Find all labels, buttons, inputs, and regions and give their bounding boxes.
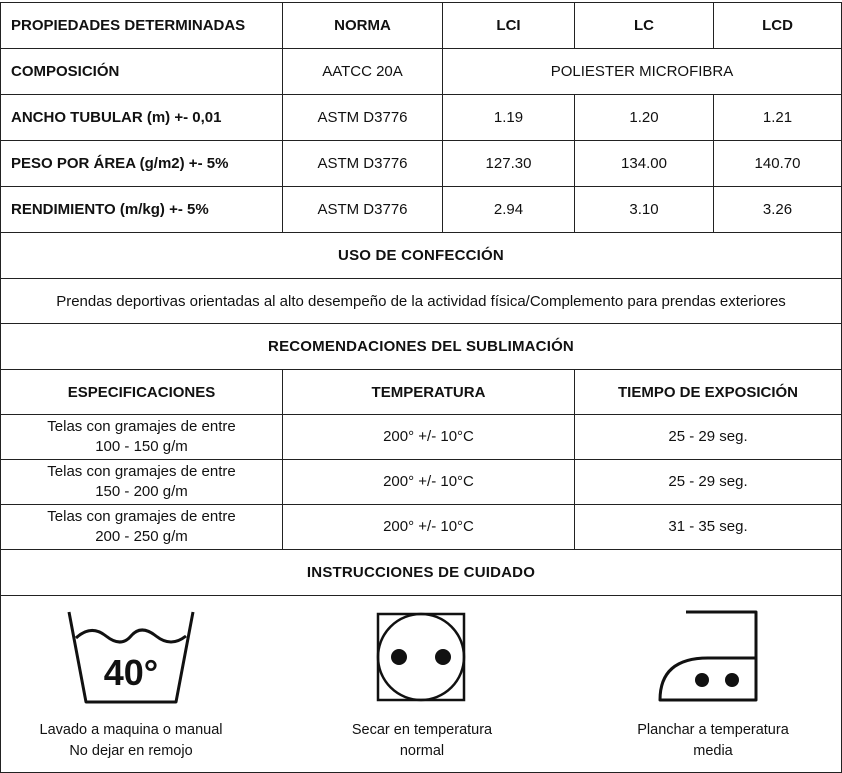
property-lc: 1.20 (575, 95, 714, 141)
care-icons (1, 596, 841, 772)
property-norm: ASTM D3776 (283, 141, 443, 187)
property-lcd: 1.21 (714, 95, 842, 141)
usage-description: Prendas deportivas orientadas al alto desempeño de la actividad física/Complemento para prendas exteriores (1, 279, 842, 324)
tumble-dry-normal-icon (376, 612, 468, 704)
table-row (1, 187, 842, 233)
spec-range: 150 - 200 g/m (95, 483, 188, 500)
spec-range: 200 - 250 g/m (95, 528, 188, 545)
header-norm: NORMA (283, 3, 443, 49)
property-lcd: 3.26 (714, 187, 842, 233)
care-item-dry (292, 608, 552, 762)
care-item-wash (1, 608, 261, 762)
iron-medium-icon (658, 608, 768, 706)
property-label: ANCHO TUBULAR (m) +- 0,01 (1, 95, 283, 141)
care-item-iron (583, 608, 842, 762)
header-lci: LCI (443, 3, 575, 49)
wash-caption-line2: No dejar en remojo (69, 743, 193, 759)
iron-caption (583, 720, 842, 762)
property-lci: 2.94 (443, 187, 575, 233)
spec-time: 25 - 29 seg. (575, 415, 842, 460)
header-properties: PROPIEDADES DETERMINADAS (1, 3, 283, 49)
wash-caption (1, 720, 261, 762)
property-lc: 134.00 (575, 141, 714, 187)
spec-range: 100 - 150 g/m (95, 438, 188, 455)
usage-title-row (1, 233, 842, 279)
spec-temperature: 200° +/- 10°C (283, 460, 575, 505)
property-label: RENDIMIENTO (m/kg) +- 5% (1, 187, 283, 233)
header-lc: LC (575, 3, 714, 49)
spec-line: Telas con gramajes de entre (47, 463, 236, 480)
spec-cell (1, 505, 283, 550)
wash-temperature-label: 40° (103, 652, 159, 693)
care-title-row (1, 550, 842, 596)
table-row (1, 95, 842, 141)
header-exposure-time: TIEMPO DE EXPOSICIÓN (575, 370, 842, 415)
table-row (1, 505, 842, 550)
property-lci: 127.30 (443, 141, 575, 187)
header-temperature: TEMPERATURA (283, 370, 575, 415)
dry-caption-line2: normal (399, 743, 445, 759)
iron-caption-line1: Planchar a temperatura (637, 722, 789, 738)
wash-caption-line1: Lavado a maquina o manual (39, 722, 223, 738)
usage-description-row (1, 279, 842, 324)
properties-header-row (1, 3, 842, 49)
sublimation-header-row (1, 370, 842, 415)
spec-cell (1, 415, 283, 460)
spec-time: 25 - 29 seg. (575, 460, 842, 505)
property-lcd: 140.70 (714, 141, 842, 187)
sublimation-title-row (1, 324, 842, 370)
spec-line: Telas con gramajes de entre (47, 508, 236, 525)
spec-table (0, 2, 842, 773)
wash-tub-40-icon (66, 608, 196, 706)
spec-cell (1, 460, 283, 505)
care-row (1, 596, 842, 773)
table-row (1, 141, 842, 187)
header-specifications: ESPECIFICACIONES (1, 370, 283, 415)
property-lc: 3.10 (575, 187, 714, 233)
dry-caption (292, 720, 552, 762)
property-label: PESO POR ÁREA (g/m2) +- 5% (1, 141, 283, 187)
table-row (1, 460, 842, 505)
dry-caption-line1: Secar en temperatura (351, 722, 493, 738)
spec-temperature: 200° +/- 10°C (283, 415, 575, 460)
composition-norm: AATCC 20A (283, 49, 443, 95)
care-title: INSTRUCCIONES DE CUIDADO (1, 550, 842, 596)
iron-caption-line2: media (693, 743, 733, 759)
property-norm: ASTM D3776 (283, 95, 443, 141)
spec-line: Telas con gramajes de entre (47, 418, 236, 435)
spec-time: 31 - 35 seg. (575, 505, 842, 550)
table-row (1, 415, 842, 460)
composition-row (1, 49, 842, 95)
composition-label: COMPOSICIÓN (1, 49, 283, 95)
header-lcd: LCD (714, 3, 842, 49)
composition-value: POLIESTER MICROFIBRA (443, 49, 842, 95)
spec-temperature: 200° +/- 10°C (283, 505, 575, 550)
usage-title: USO DE CONFECCIÓN (1, 233, 842, 279)
property-norm: ASTM D3776 (283, 187, 443, 233)
care-cell (1, 596, 842, 773)
sublimation-title: RECOMENDACIONES DEL SUBLIMACIÓN (1, 324, 842, 370)
property-lci: 1.19 (443, 95, 575, 141)
